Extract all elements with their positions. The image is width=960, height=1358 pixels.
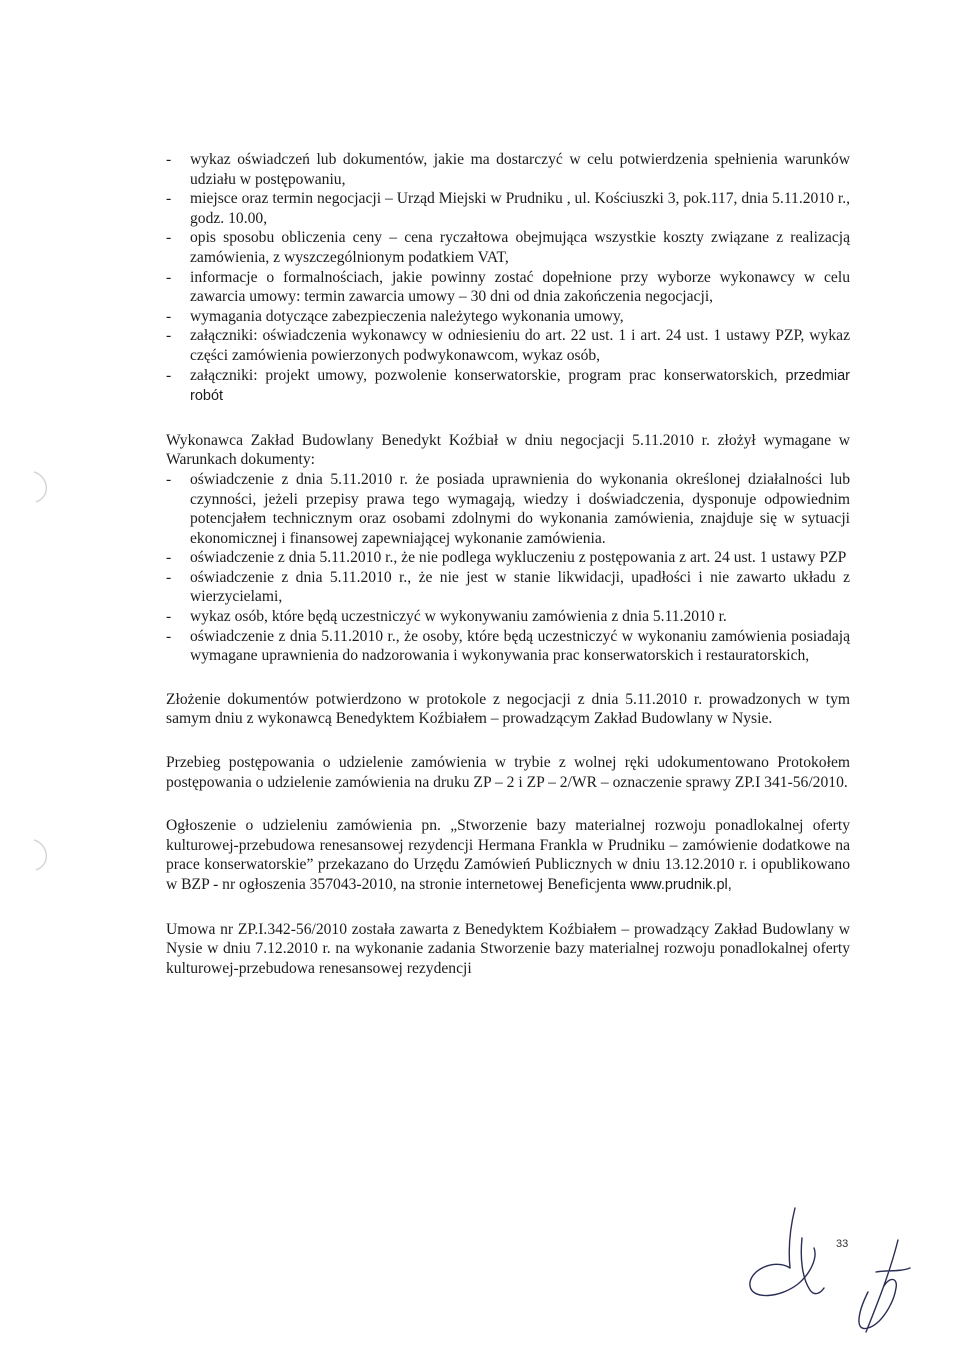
dash-marker: - (166, 327, 172, 345)
list-item-text: załączniki: oświadczenia wykonawcy w odniesieniu do art. 22 ust. 1 i art. 24 ust. 1 ustawy PZP, wykaz części zamówienia powierzonych podwykonawcom, wykaz osób, (190, 327, 850, 364)
dash-marker: - (166, 190, 172, 208)
list-item-text: wykaz oświadczeń lub dokumentów, jakie ma dostarczyć w celu potwierdzenia spełnienia warunków udziału w postępowaniu, (190, 151, 850, 188)
list-item-text: oświadczenie z dnia 5.11.2010 r. że posiada uprawnienia do wykonania określonej działalności lub czynności, jeżeli przepisy prawa tego wymagają, wiedzy i doświadczenia, dysponuje odpowiednim potencjałem technicznym oraz osobami zdolnymi do wykonania zamówienia, znajduje się w sytuacji ekonomicznej i finansowej zapewniającej wykonanie zamówienia. (190, 470, 850, 547)
handwritten-initials (740, 1198, 830, 1308)
award-notice-text: Ogłoszenie o udzieleniu zamówienia pn. „Stworzenie bazy materialnej rozwoju ponadlokalnej oferty kulturowej-przebudowa renesansowej rezydencji Hermana Frankla w Prudniku – zamówienie dodatkowe na prace konserwatorskie” przekazano do Urzędu Zamówień Publicznych w dniu 13.12.2010 r. i opublikowano w BZP - nr ogłoszenia 357043-2010, na stronie internetowej Beneficjenta (166, 817, 850, 893)
list-item (166, 307, 850, 327)
dash-marker: - (166, 307, 172, 325)
list-item-text: oświadczenie z dnia 5.11.2010 r., że nie jest w stanie likwidacji, upadłości i nie zawarto układu z wierzycielami, (190, 568, 850, 606)
list-item (166, 268, 850, 307)
dash-marker: - (166, 366, 172, 384)
list-item-text: wymagania dotyczące zabezpieczenia należytego wykonania umowy, (190, 307, 624, 325)
paragraph-document-confirmation: Złożenie dokumentów potwierdzono w protokole z negocjacji z dnia 5.11.2010 r. prowadzonych w tym samym dniu z wykonawcą Benedyktem Koźbiałem – prowadzącym Zakład Budowlany w Nysie. (166, 690, 850, 728)
list-item (166, 366, 850, 407)
list-item (166, 228, 850, 267)
paragraph-contract: Umowa nr ZP.I.342-56/2010 została zawarta z Benedyktem Koźbiałem – prowadzący Zakład Budowlany w Nysie w dniu 7.12.2010 r. na wykonanie zadania Stworzenie bazy materialnej rozwoju ponadlokalnej oferty kulturowej-przebudowa renesansowej rezydencji (166, 920, 850, 977)
list-item (166, 189, 850, 228)
beneficiary-website-link[interactable]: www.prudnik.pl, (626, 877, 732, 893)
submitted-documents-list (166, 470, 850, 666)
list-item-text: oświadczenie z dnia 5.11.2010 r., że osoby, które będą uczestniczyć w wykonaniu zamówienia posiadają wymagane uprawnienia do nadzorowania i wykonywania prac konserwatorskich i restauratorskich, (190, 627, 850, 665)
list-item-text-sans: przedmiar robót (190, 367, 850, 405)
dash-marker: - (166, 470, 172, 488)
punch-hole-bottom (30, 838, 54, 872)
paragraph-procedure-record: Przebieg postępowania o udzielenie zamówienia w trybie z wolnej ręki udokumentowano Protokołem postępowania o udzielenie zamówienia na druku ZP – 2 i ZP – 2/WR – oznaczenie sprawy ZP.I 341-56/2010. (166, 754, 850, 791)
dash-marker: - (166, 151, 172, 168)
dash-marker: - (166, 268, 172, 286)
list-item (166, 607, 850, 627)
list-item-text: miejsce oraz termin negocjacji – Urząd Miejski w Prudniku , ul. Kościuszki 3, pok.117, dnia 5.11.2010 r., godz. 10.00, (190, 190, 850, 227)
list-item-text: załączniki: projekt umowy, pozwolenie konserwatorskie, program prac konserwatorskich, (190, 366, 778, 384)
negotiation-invitation-list (166, 150, 850, 407)
dash-marker: - (166, 608, 172, 626)
punch-hole-top (30, 470, 54, 504)
list-item-text: oświadczenie z dnia 5.11.2010 r., że nie podlega wykluczeniu z postępowania z art. 24 ust. 1 ustawy PZP (190, 549, 847, 567)
list-item (166, 548, 850, 568)
dash-marker: - (166, 549, 172, 567)
dash-marker: - (166, 568, 172, 586)
list-item (166, 470, 850, 548)
list-item (166, 326, 850, 365)
list-item (166, 568, 850, 607)
list-item-text: wykaz osób, które będą uczestniczyć w wykonywaniu zamówienia z dnia 5.11.2010 r. (190, 608, 727, 626)
document-body (166, 150, 850, 978)
list-item (166, 150, 850, 189)
list-item (166, 627, 850, 666)
paragraph-award-notice (166, 816, 850, 895)
dash-marker: - (166, 229, 172, 247)
dash-marker: - (166, 627, 172, 645)
submission-intro: Wykonawca Zakład Budowlany Benedykt Koźbiał w dniu negocjacji 5.11.2010 r. złożył wymagane w Warunkach dokumenty: (166, 431, 850, 469)
page-number: 33 (836, 1238, 849, 1250)
list-item-text: informacje o formalnościach, jakie powinny zostać dopełnione przy wyborze wykonawcy w celu zawarcia umowy: termin zawarcia umowy – 30 dni od dnia zakończenia negocjacji, (190, 268, 850, 306)
handwritten-signature (838, 1232, 918, 1342)
list-item-text: opis sposobu obliczenia ceny – cena ryczałtowa obejmująca wszystkie koszty związane z realizacją zamówienia, z wyszczególnionym podatkiem VAT, (190, 229, 850, 266)
